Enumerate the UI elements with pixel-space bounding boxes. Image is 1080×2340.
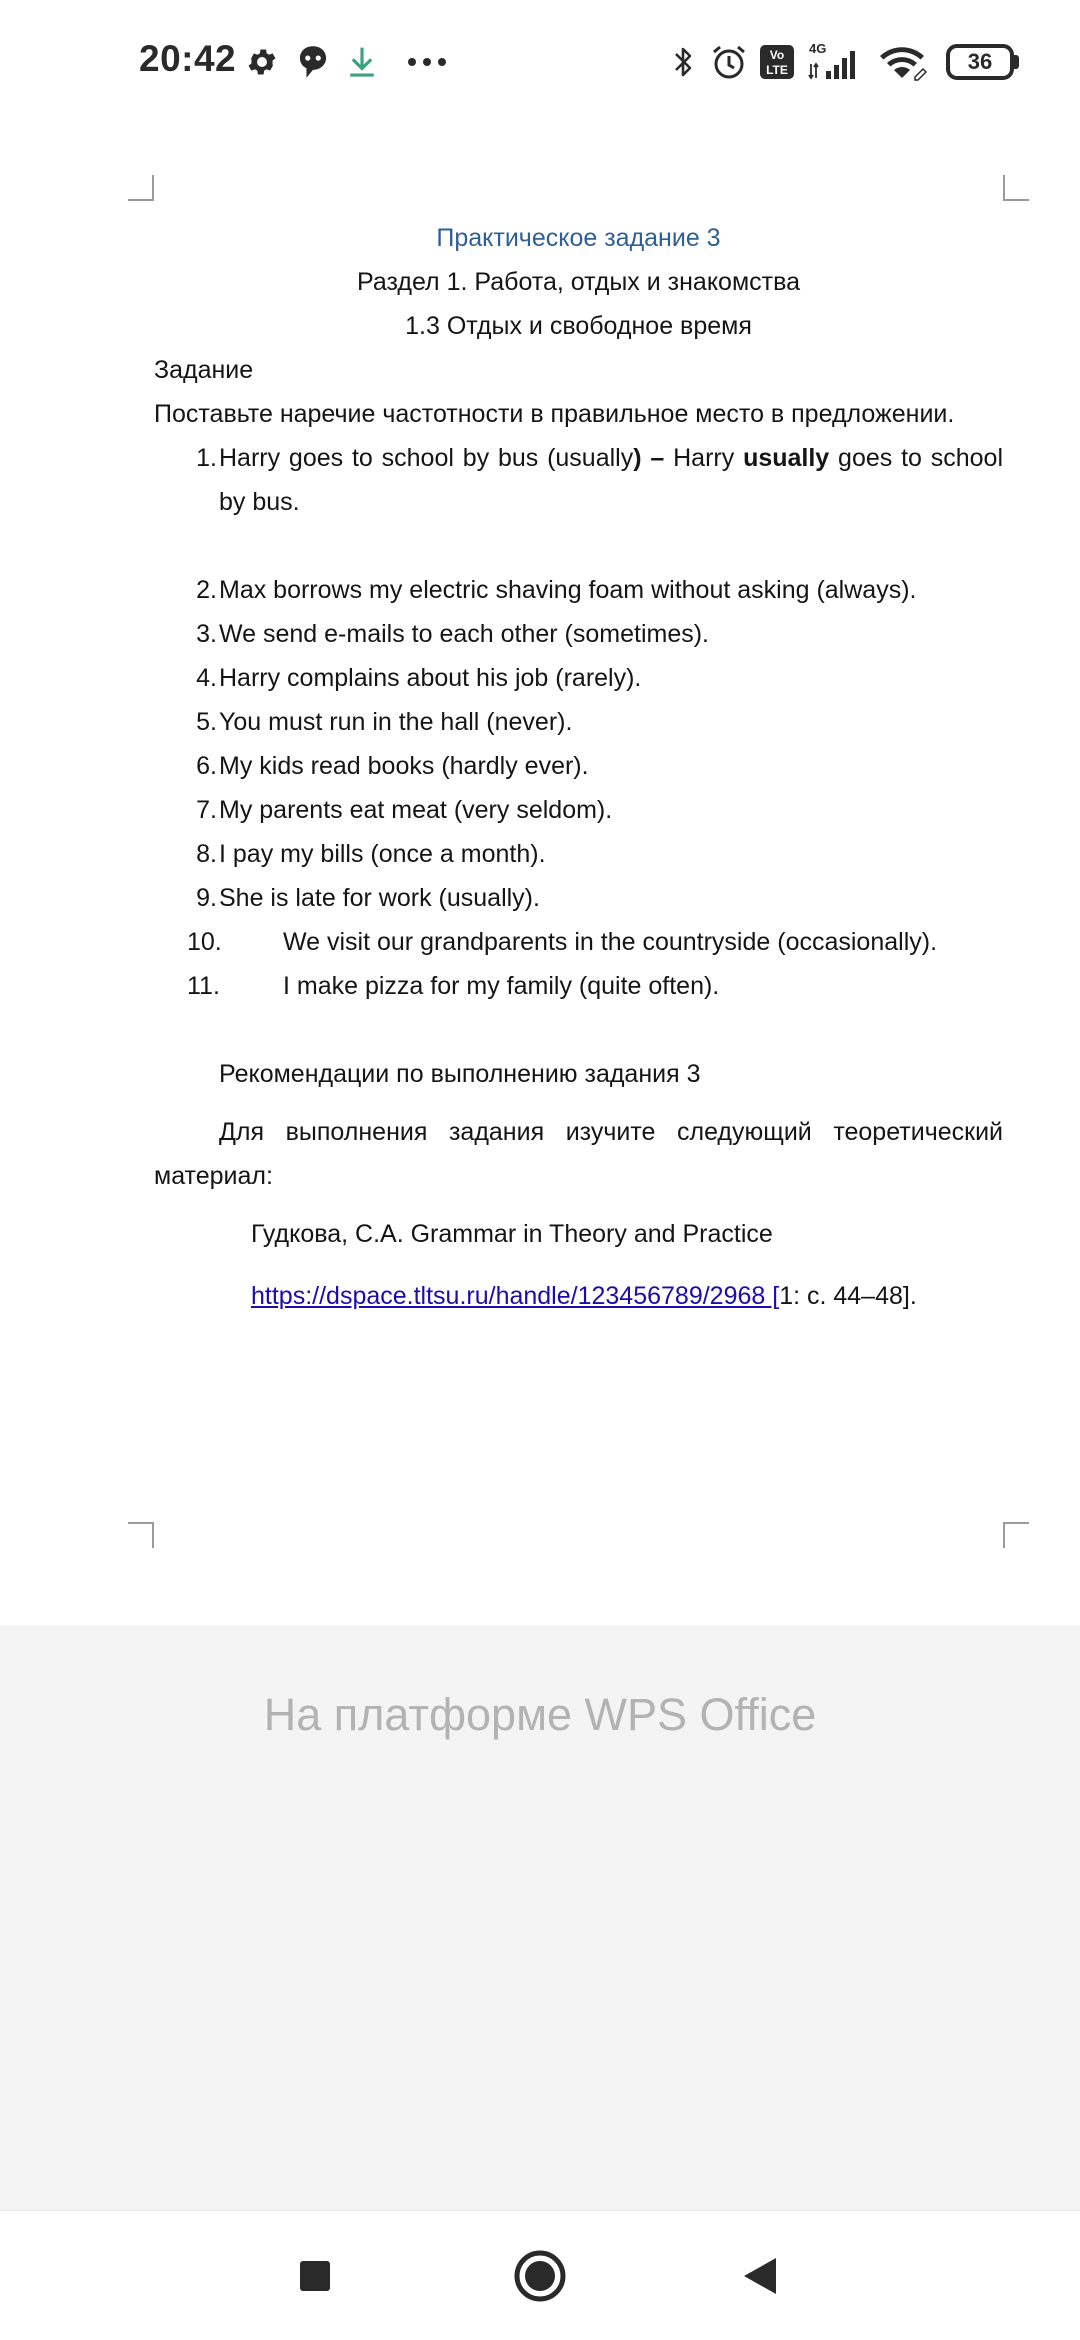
list-item: 8. I pay my bills (once a month). — [196, 840, 546, 868]
alarm-icon — [709, 40, 749, 84]
reference-link[interactable]: https://dspace.tltsu.ru/handle/123456789/2968 [ — [251, 1282, 780, 1310]
list-item: 2. Max borrows my electric shaving foam without asking (always). — [196, 576, 917, 604]
list-item: 5. You must run in the hall (never). — [196, 708, 573, 736]
study-text: Для выполнения задания изучите следующий теоретический — [219, 1118, 1003, 1146]
recents-icon — [299, 2260, 331, 2292]
network-type: 4G — [809, 42, 827, 56]
recents-button[interactable] — [255, 2211, 375, 2340]
navigation-bar — [0, 2210, 1080, 2340]
back-icon — [742, 2256, 778, 2296]
task-instruction: Поставьте наречие частотности в правильное место в предложении. — [154, 400, 955, 428]
download-icon — [344, 40, 380, 84]
document-title: Практическое задание 3 — [436, 224, 721, 252]
list-item: 9. She is late for work (usually). — [196, 884, 540, 912]
item-text: Harry goes to school by bus (usually) – Harry usually goes to school by bus. — [219, 436, 1003, 524]
recommendations-heading: Рекомендации по выполнению задания 3 — [219, 1060, 701, 1088]
page-corner-mark — [128, 175, 154, 201]
reference-pages: 1: с. 44–48]. — [779, 1282, 917, 1310]
list-item: 4. Harry complains about his job (rarely). — [196, 664, 642, 692]
battery-tip — [1014, 55, 1019, 69]
signal-icon — [806, 40, 866, 84]
home-button[interactable] — [480, 2211, 600, 2340]
task-label: Задание — [154, 356, 254, 384]
section-heading: Раздел 1. Работа, отдых и знакомства — [357, 268, 800, 296]
wifi-icon — [876, 40, 930, 84]
list-item: 6. My kids read books (hardly ever). — [196, 752, 589, 780]
page-corner-mark — [1003, 175, 1029, 201]
back-button[interactable] — [700, 2211, 820, 2340]
item-continuation: by bus. — [219, 488, 300, 516]
list-item: 11. I make pizza for my family (quite often). — [187, 972, 720, 1000]
home-icon — [513, 2249, 567, 2303]
page-corner-mark — [128, 1522, 154, 1548]
subsection-heading: 1.3 Отдых и свободное время — [405, 312, 752, 340]
status-time: 20:42 — [139, 38, 237, 79]
study-text-cont: материал: — [154, 1162, 273, 1190]
list-item: 10. We visit our grandparents in the countryside (occasionally). — [187, 928, 938, 956]
list-item: 7. My parents eat meat (very seldom). — [196, 796, 613, 824]
reference-citation: Гудкова, С.А. Grammar in Theory and Practice — [251, 1220, 773, 1248]
reference-link-line — [251, 1274, 1003, 1318]
platform-watermark: На платформе WPS Office — [263, 1689, 817, 1740]
bluetooth-icon — [669, 40, 697, 84]
item-number: 1. — [196, 444, 217, 472]
messenger-icon — [296, 40, 330, 84]
volte-icon — [759, 40, 795, 84]
document-page[interactable] — [0, 125, 1080, 1625]
svg-text:LTE: LTE — [766, 63, 788, 77]
answer-adverb: usually — [743, 444, 830, 472]
document-footer-area — [0, 1625, 1080, 2210]
battery-icon: 36 — [946, 44, 1014, 80]
settings-icon — [245, 40, 279, 84]
page-corner-mark — [1003, 1522, 1029, 1548]
svg-text:Vo: Vo — [769, 48, 785, 62]
more-icon — [405, 40, 449, 84]
status-bar — [0, 0, 1080, 125]
list-item — [154, 436, 1003, 524]
list-item: 3. We send e-mails to each other (sometimes). — [196, 620, 710, 648]
